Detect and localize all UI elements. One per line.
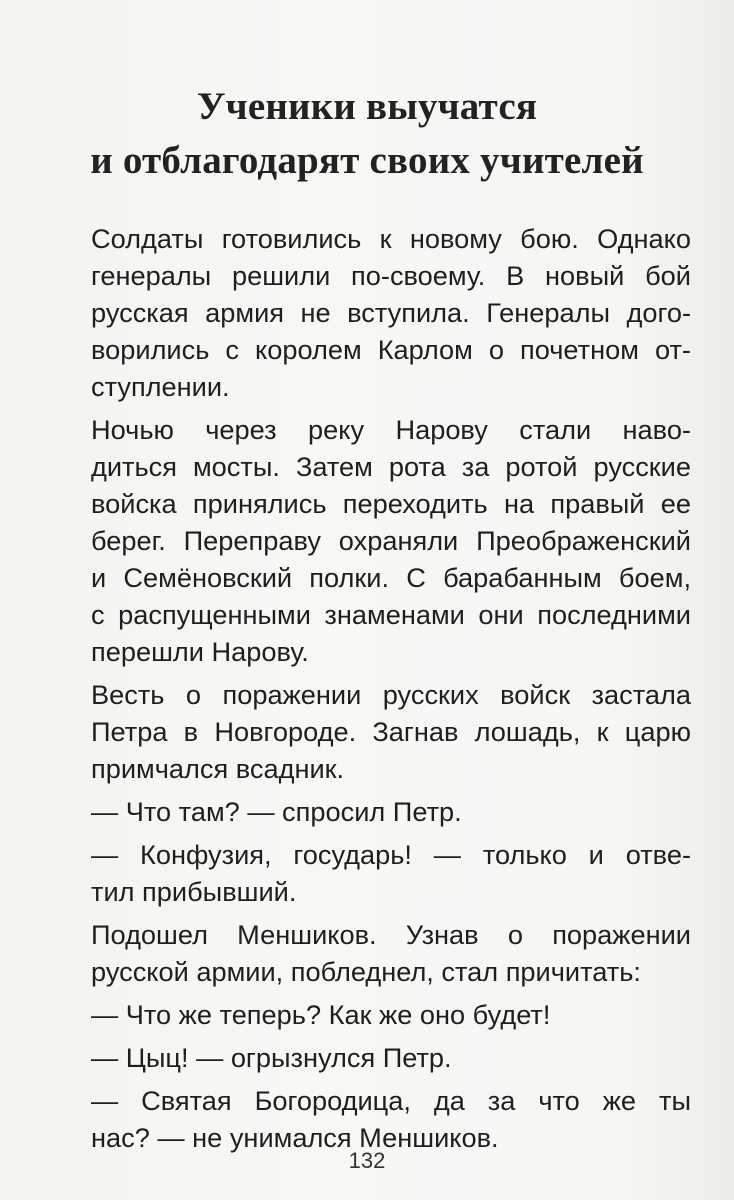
text-line: — Цыц! — огрызнулся Петр. [91,1042,452,1073]
paragraph [61,1082,691,1156]
text-line: ворились с королем Карлом о почетном от- [91,334,691,365]
body-text [61,220,691,1162]
text-line: и Семёновский полки. С барабанным боем, [91,562,691,593]
text-line: перешли Нарову. [91,636,309,667]
paragraph [61,916,691,990]
paragraph [61,793,691,830]
text-line: Подошел Меншиков. Узнав о поражении [91,919,691,950]
text-line: — Конфузия, государь! — только и отве- [91,839,691,870]
page-number: 132 [348,1148,386,1173]
text-line: Весть о поражении русских войск застала [91,679,691,710]
text-line: русская армия не вступила. Генералы дого- [91,297,691,328]
text-line: Солдаты готовились к новому бою. Однако [91,223,691,254]
text-line: примчался всадник. [91,753,345,784]
text-line: берег. Переправу охраняли Преображенский [91,525,691,556]
text-line: тил прибывший. [91,876,297,907]
paragraph [61,411,691,670]
chapter-title [0,80,734,188]
chapter-title-line-1: Ученики выучатся [196,85,538,128]
paragraph [61,220,691,405]
paragraph [61,676,691,787]
text-line: русской армии, побледнел, стал причитать: [91,956,641,987]
text-line: — Что там? — спросил Петр. [91,796,462,827]
text-line: генералы решили по-своему. В новый бой [91,260,691,291]
paragraph [61,836,691,910]
text-line: диться мосты. Затем рота за ротой русские [91,451,691,482]
text-line: войска принялись переходить на правый ее [91,488,691,519]
text-line: — Что же теперь? Как же оно будет! [91,999,551,1030]
text-line: с распущенными знаменами они последними [91,599,691,630]
text-line: — Святая Богородица, да за что же ты [91,1085,691,1116]
paragraph [61,1039,691,1076]
text-line: ступлении. [91,371,230,402]
paragraph [61,996,691,1033]
chapter-title-line-2: и отблагодарят своих учителей [90,139,644,182]
text-line: нас? — не унимался Меншиков. [91,1122,499,1153]
text-line: Петра в Новгороде. Загнав лошадь, к царю [91,716,691,747]
text-line: Ночью через реку Нарову стали наво- [91,414,691,445]
